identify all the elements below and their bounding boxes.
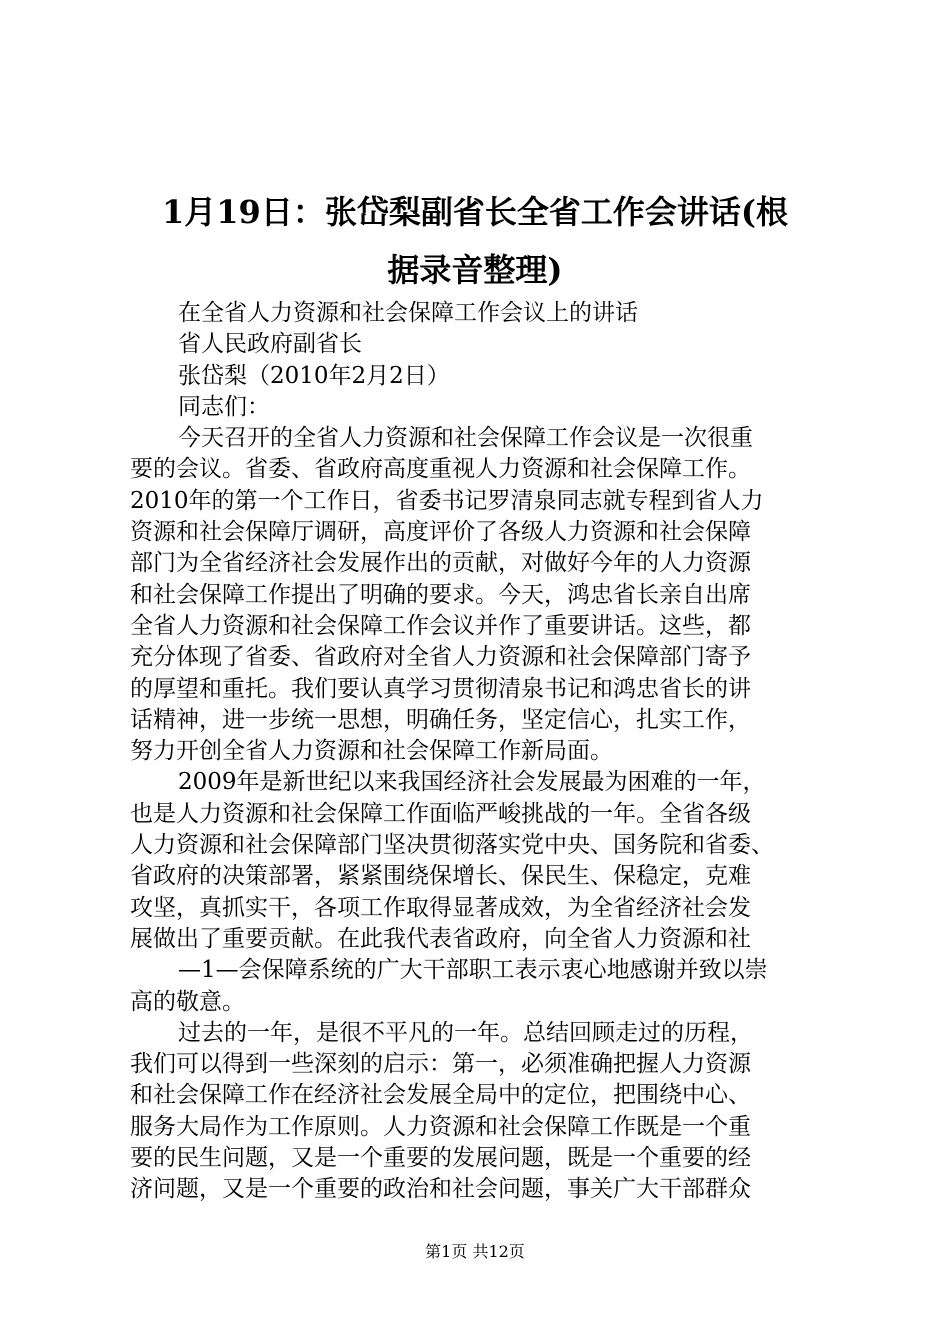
paragraph-line: 济问题，又是一个重要的政治和社会问题，事关广大干部群众 xyxy=(130,1176,751,1203)
paragraph-line: 过去的一年，是很不平凡的一年。总结回顾走过的历程， xyxy=(178,1019,753,1046)
speech-heading: 在全省人力资源和社会保障工作会议上的讲话 xyxy=(178,300,638,326)
page-footer xyxy=(0,1242,950,1262)
paragraph-line: 话精神，进一步统一思想，明确任务，坚定信心，扎实工作， xyxy=(130,706,751,733)
paragraph-line: 资源和社会保障厅调研，高度评价了各级人力资源和社会保障 xyxy=(130,519,751,546)
salutation: 同志们： xyxy=(178,393,270,420)
paragraph-line: 人力资源和社会保障部门坚决贯彻落实党中央、国务院和省委、 xyxy=(130,832,774,859)
document-body xyxy=(130,298,830,1206)
paragraph-line: 要的民生问题，又是一个重要的发展问题，既是一个重要的经 xyxy=(130,1145,751,1172)
paragraph-2 xyxy=(130,767,830,1017)
paragraph-line: 展做出了重要贡献。在此我代表省政府，向全省人力资源和社 xyxy=(130,925,751,952)
speaker-name-date: 张岱梨（2010年2月2日） xyxy=(178,362,450,389)
paragraph-line: 省政府的决策部署，紧紧围绕保增长、保民生、保稳定，克难 xyxy=(130,863,751,890)
speaker-position: 省人民政府副省长 xyxy=(178,331,362,358)
paragraph-1 xyxy=(130,423,830,767)
paragraph-line: 我们可以得到一些深刻的启示：第一，必须准确把握人力资源 xyxy=(130,1051,751,1078)
paragraph-line: 充分体现了省委、省政府对全省人力资源和社会保障部门寄予 xyxy=(130,644,751,671)
paragraph-line: 全省人力资源和社会保障工作会议并作了重要讲话。这些，都 xyxy=(130,612,751,639)
paragraph-line: 和社会保障工作在经济社会发展全局中的定位，把围绕中心、 xyxy=(130,1082,751,1109)
paragraph-line: 部门为全省经济社会发展作出的贡献，对做好今年的人力资源 xyxy=(130,550,751,577)
paragraph-line: 今天召开的全省人力资源和社会保障工作会议是一次很重 xyxy=(178,425,753,452)
paragraph-line: 高的敬意。 xyxy=(130,988,245,1015)
page-indicator: 第1页 共12页 xyxy=(425,1242,525,1261)
title-line-1: 1月19日：张岱梨副省长全省工作会讲话(根 xyxy=(162,193,788,231)
paragraph-3 xyxy=(130,1018,830,1206)
paragraph-line: 2010年的第一个工作日，省委书记罗清泉同志就专程到省人力 xyxy=(130,487,764,514)
title-line-2: 据录音整理) xyxy=(387,251,563,289)
paragraph-line: 努力开创全省人力资源和社会保障工作新局面。 xyxy=(130,738,613,765)
paragraph-line: 的厚望和重托。我们要认真学习贯彻清泉书记和鸿忠省长的讲 xyxy=(130,675,751,702)
paragraph-line: 攻坚，真抓实干，各项工作取得显著成效，为全省经济社会发 xyxy=(130,894,751,921)
paragraph-line: 服务大局作为工作原则。人力资源和社会保障工作既是一个重 xyxy=(130,1113,751,1140)
document-title xyxy=(110,183,840,299)
paragraph-line: 2009年是新世纪以来我国经济社会发展最为困难的一年， xyxy=(178,769,766,796)
paragraph-line: 要的会议。省委、省政府高度重视人力资源和社会保障工作。 xyxy=(130,456,751,483)
paragraph-line: 和社会保障工作提出了明确的要求。今天，鸿忠省长亲自出席 xyxy=(130,581,751,608)
paragraph-line-with-page-marker: —1—会保障系统的广大干部职工表示衷心地感谢并致以崇 xyxy=(178,957,768,984)
paragraph-line: 也是人力资源和社会保障工作面临严峻挑战的一年。全省各级 xyxy=(130,800,751,827)
